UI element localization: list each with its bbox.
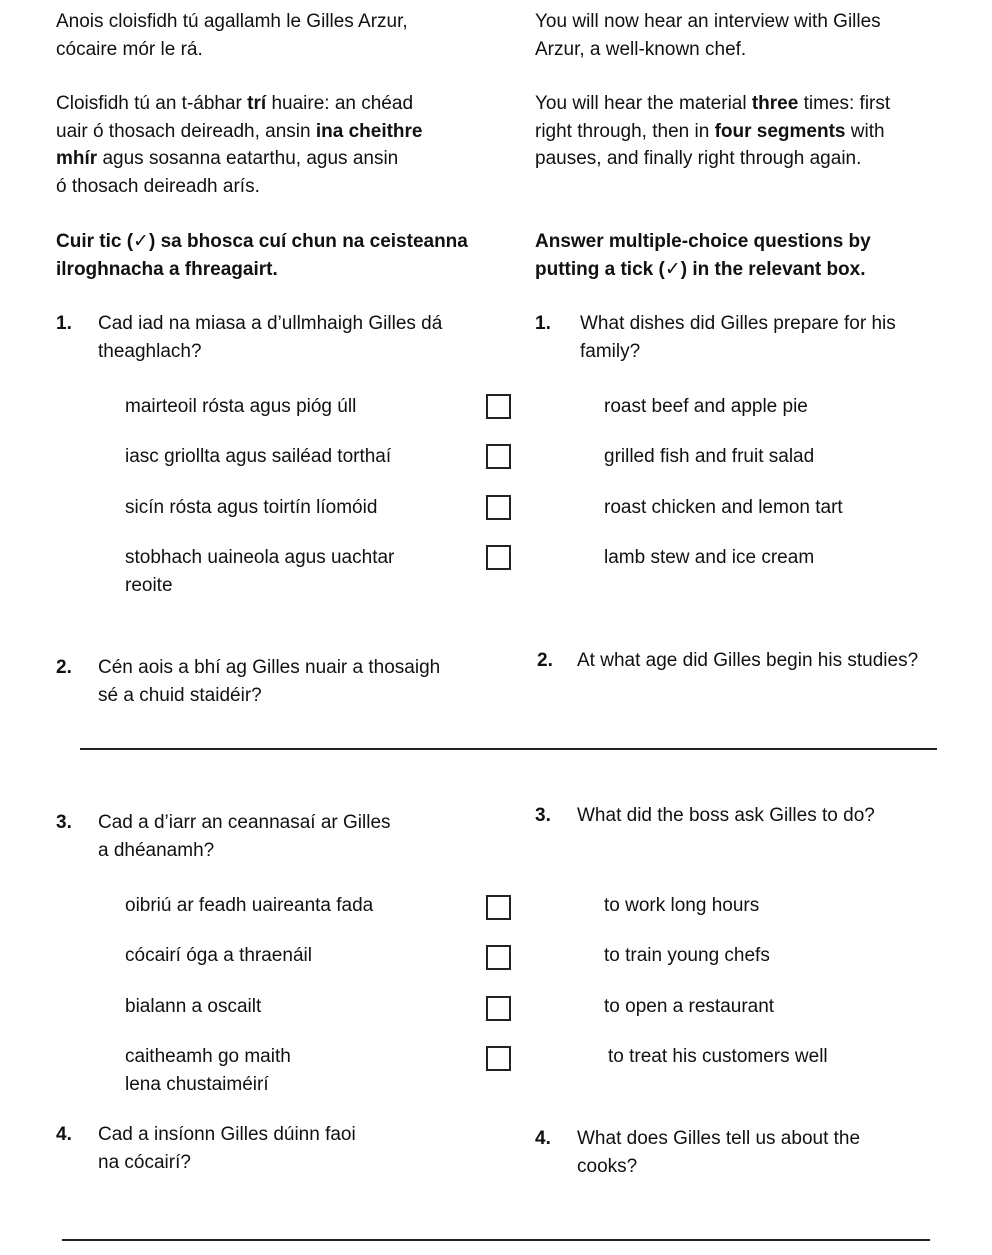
q3-option-a-irish: oibriú ar feadh uaireanta fada <box>125 895 374 916</box>
question-text-line: a dhéanamh? <box>98 839 215 861</box>
q3-option-d-english: to treat his customers well <box>608 1046 828 1067</box>
q1-option-b-irish: iasc griollta agus sailéad torthaí <box>125 446 392 467</box>
q3-option-a-checkbox[interactable] <box>486 895 511 920</box>
question-number: 3. <box>56 812 72 833</box>
tick-instruction-line: Cuir tic (✓) sa bhosca cuí chun na ceisteanna <box>56 231 468 252</box>
q3-option-a-english: to work long hours <box>604 895 760 916</box>
tick-instruction-irish <box>56 228 468 283</box>
q3-option-b-checkbox[interactable] <box>486 945 511 970</box>
question-text-line: family? <box>580 340 641 362</box>
question-number: 1. <box>56 313 72 334</box>
q1-option-d-english: lamb stew and ice cream <box>604 547 815 568</box>
instructions-irish <box>56 90 423 200</box>
q1-option-a-checkbox[interactable] <box>486 394 511 419</box>
question-text-line: cooks? <box>577 1155 638 1177</box>
intro-irish-line: Anois cloisfidh tú agallamh le Gilles Arzur, <box>56 11 408 32</box>
intro-irish-line: cócaire mór le rá. <box>56 38 203 60</box>
q1-option-c-checkbox[interactable] <box>486 495 511 520</box>
q3-option-b-irish: cócairí óga a thraenáil <box>125 945 312 966</box>
question-1-english <box>580 310 896 365</box>
q1-option-a-english: roast beef and apple pie <box>604 396 808 417</box>
option-text-line: stobhach uaineola agus uachtar <box>125 547 395 568</box>
question-3-english: What did the boss ask Gilles to do? <box>577 805 875 826</box>
instructions-irish-line: ó thosach deireadh arís. <box>56 175 260 197</box>
question-number: 1. <box>535 313 551 334</box>
instructions-irish-line: Cloisfidh tú an t-ábhar trí huaire: an chéad <box>56 93 414 114</box>
q3-option-c-checkbox[interactable] <box>486 996 511 1021</box>
answer-line[interactable] <box>62 1239 930 1241</box>
option-text-line: lena chustaiméirí <box>125 1073 269 1095</box>
instructions-english-line: You will hear the material three times: first <box>535 93 891 114</box>
question-text-line: Cad a d’iarr an ceannasaí ar Gilles <box>98 812 391 833</box>
option-text-line: caitheamh go maith <box>125 1046 291 1067</box>
instructions-irish-line: mhír agus sosanna eatarthu, agus ansin <box>56 148 399 169</box>
question-text-line: na cócairí? <box>98 1151 191 1173</box>
question-text-line: Cad a insíonn Gilles dúinn faoi <box>98 1124 356 1145</box>
q1-option-b-checkbox[interactable] <box>486 444 511 469</box>
q1-option-a-irish: mairteoil rósta agus pióg úll <box>125 396 357 417</box>
question-number: 3. <box>535 805 551 826</box>
intro-english-line: You will now hear an interview with Gilles <box>535 11 881 32</box>
question-number: 2. <box>537 650 553 671</box>
q3-option-d-irish <box>125 1043 291 1098</box>
question-2-irish <box>98 654 440 709</box>
instructions-irish-line: uair ó thosach deireadh, ansin ina cheithre <box>56 120 423 142</box>
instructions-english <box>535 90 890 173</box>
question-4-english <box>577 1125 860 1180</box>
question-text-line: Cad iad na miasa a d’ullmhaigh Gilles dá <box>98 313 443 334</box>
q3-option-c-english: to open a restaurant <box>604 996 775 1017</box>
question-3-irish <box>98 809 391 864</box>
q1-option-d-irish <box>125 544 394 599</box>
question-text-line: sé a chuid staidéir? <box>98 684 262 706</box>
q3-option-c-irish: bialann a oscailt <box>125 996 262 1017</box>
question-number: 4. <box>56 1124 72 1145</box>
question-4-irish <box>98 1121 356 1176</box>
question-1-irish <box>98 310 442 365</box>
intro-english <box>535 8 881 63</box>
tick-instruction-line: putting a tick (✓) in the relevant box. <box>535 258 866 280</box>
q3-option-b-english: to train young chefs <box>604 945 770 966</box>
q1-option-d-checkbox[interactable] <box>486 545 511 570</box>
question-text-line: What does Gilles tell us about the <box>577 1128 861 1149</box>
question-text-line: theaghlach? <box>98 340 202 362</box>
tick-instruction-line: ilroghnacha a fhreagairt. <box>56 258 278 280</box>
q1-option-c-english: roast chicken and lemon tart <box>604 497 843 518</box>
tick-instruction-english <box>535 228 871 283</box>
question-number: 4. <box>535 1128 551 1149</box>
question-number: 2. <box>56 657 72 678</box>
intro-english-line: Arzur, a well-known chef. <box>535 38 747 60</box>
instructions-english-line: pauses, and finally right through again. <box>535 148 862 169</box>
q1-option-b-english: grilled fish and fruit salad <box>604 446 815 467</box>
question-2-english: At what age did Gilles begin his studies? <box>577 650 919 671</box>
q3-option-d-checkbox[interactable] <box>486 1046 511 1071</box>
answer-line[interactable] <box>80 748 937 750</box>
question-text-line: Cén aois a bhí ag Gilles nuair a thosaigh <box>98 657 441 678</box>
intro-irish <box>56 8 408 63</box>
instructions-english-line: right through, then in four segments with <box>535 120 885 142</box>
q1-option-c-irish: sicín rósta agus toirtín líomóid <box>125 497 378 518</box>
question-text-line: What dishes did Gilles prepare for his <box>580 313 896 334</box>
option-text-line: reoite <box>125 574 173 596</box>
tick-instruction-line: Answer multiple-choice questions by <box>535 231 871 252</box>
